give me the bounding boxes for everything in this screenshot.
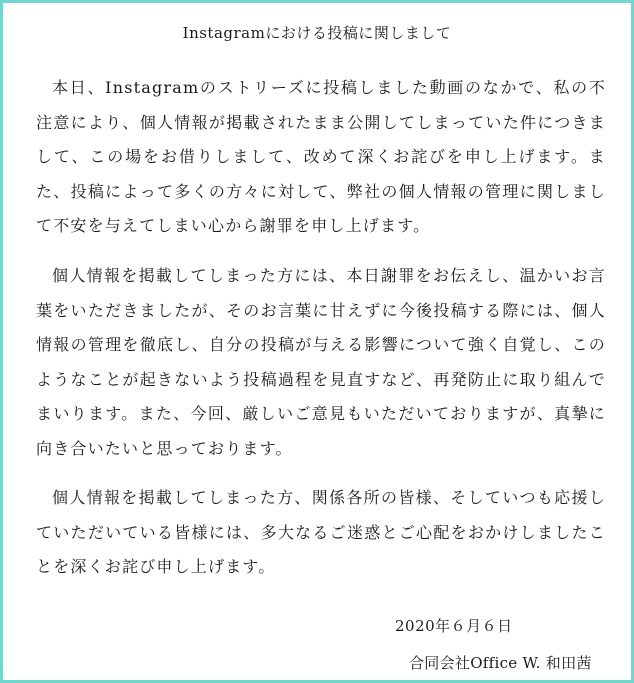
paragraph-prevention: 個人情報を掲載してしまった方には、本日謝罪をお伝えし、温かいお言葉をいただきましたが、そのお言葉に甘えずに今後投稿する際には、個人情報の管理を徹底し、自分の投稿が与える影響について強く自覚し、このようなことが起きないよう投稿過程を見直すなど、再発防止に取り組んでまいります。また、今回、厳しいご意見もいただいておりますが、真摯に向き合いたいと思っております。	[36, 266, 606, 458]
document-signature: 合同会社Office W. 和田茜	[409, 654, 592, 672]
paragraph-closing: 個人情報を掲載してしまった方、関係各所の皆様、そしていつも応援していただいている皆様には、多大なるご迷惑とご心配をおかけしましたことを深くお詫び申し上げます。	[36, 488, 606, 576]
document-title: Instagramにおける投稿に関しまして	[182, 24, 452, 42]
paragraph-apology: 本日、Instagramのストリーズに投稿しました動画のなかで、私の不注意により、個人情報が掲載されたまま公開してしまっていた件につきまして、この場をお借りしまして、改めて深くお詫びを申し上げます。また、投稿によって多くの方々に対して、弊社の個人情報の管理に関しまして不安を与えてしまい心から謝罪を申し上げます。	[36, 78, 606, 235]
document-date: 2020年６月６日	[395, 617, 513, 635]
